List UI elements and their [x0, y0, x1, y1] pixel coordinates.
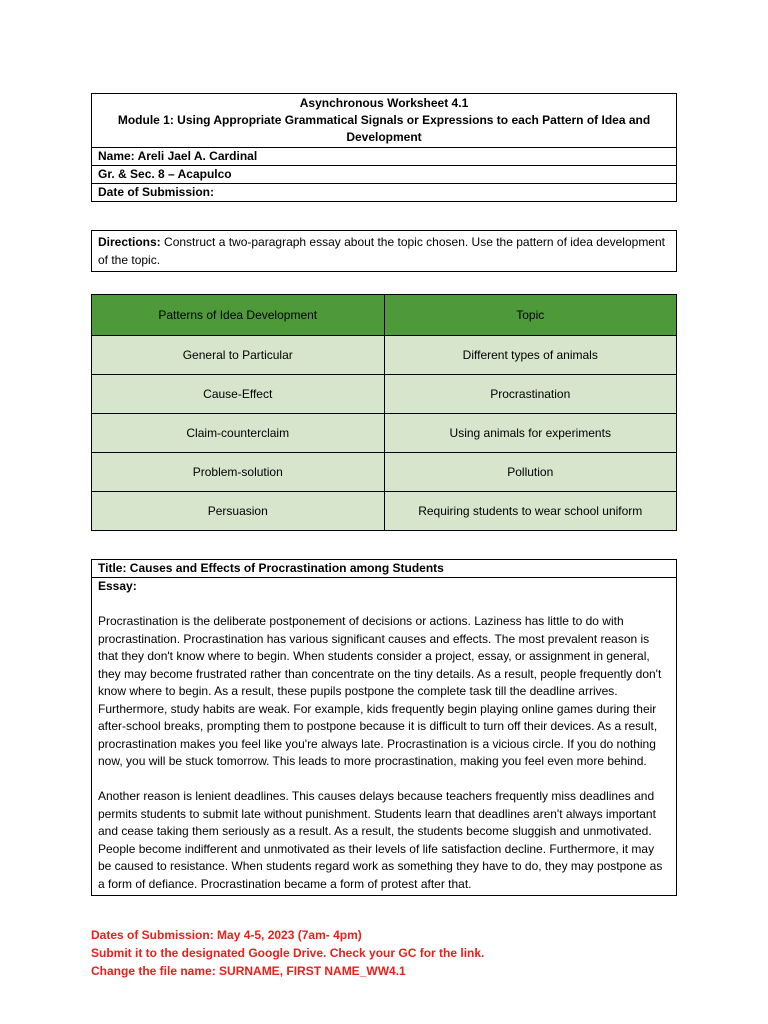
spacer: [98, 771, 670, 789]
table-row: [92, 453, 677, 492]
column-header-patterns: Patterns of Idea Development: [92, 295, 385, 336]
pattern-cell: Claim-counterclaim: [92, 414, 385, 453]
topic-cell: Procrastination: [384, 375, 677, 414]
submission-dates: Dates of Submission: May 4-5, 2023 (7am- 4pm): [91, 928, 362, 942]
essay-box: [91, 559, 677, 896]
essay-title: Title: Causes and Effects of Procrastination among Students: [92, 560, 676, 578]
essay-label: Essay:: [98, 579, 137, 593]
topic-cell: Pollution: [384, 453, 677, 492]
module-title: Module 1: Using Appropriate Grammatical Signals or Expressions to each Pattern of Idea and Development: [117, 113, 651, 144]
patterns-table: [91, 294, 677, 531]
student-name: Name: Areli Jael A. Cardinal: [92, 148, 677, 166]
patterns-header-row: [92, 295, 677, 336]
table-row: [92, 375, 677, 414]
submission-notes: [91, 926, 484, 980]
submission-instructions: Submit it to the designated Google Drive. Check your GC for the link.: [91, 946, 485, 960]
spacer: [98, 596, 670, 614]
topic-cell: Different types of animals: [384, 336, 677, 375]
essay-paragraph-1: Procrastination is the deliberate postponement of decisions or actions. Laziness has little to do with procrastination. Procrastination has various significant causes and effects. The most prevalent reason is that they don't know where to begin. When students consider a project, essay, or assignment in general, they may become frustrated rather than concentrate on the tiny details. As a result, people frequently don't know where to begin. As a result, these pupils postpone the complete task till the deadline arrives. Furthermore, study habits are weak. For example, kids frequently begin playing online games during their after-school breaks, prompting them to postpone because it is difficult to turn off their devices. As a result, procrastination makes you feel like you're always late. Procrastination is a vicious circle. If you do nothing now, you will be stuck tomorrow. This leads to more procrastination, making you feel even more behind.: [98, 614, 662, 768]
pattern-cell: Problem-solution: [92, 453, 385, 492]
grade-section: Gr. & Sec. 8 – Acapulco: [92, 166, 677, 184]
table-row: [92, 336, 677, 375]
topic-cell: Using animals for experiments: [384, 414, 677, 453]
table-row: [92, 414, 677, 453]
patterns-table-container: [91, 294, 677, 531]
worksheet-title-cell: [92, 94, 677, 148]
essay-body: [92, 578, 676, 895]
directions-text: Construct a two-paragraph essay about the topic chosen. Use the pattern of idea development of the topic.: [98, 235, 665, 267]
table-row: [92, 492, 677, 531]
directions-label: Directions:: [98, 235, 161, 249]
essay-paragraph-2: Another reason is lenient deadlines. This causes delays because teachers frequently miss deadlines and permits students to submit late without punishment. Students learn that deadlines aren't always important and cease taking them seriously as a result. As a result, the students become sluggish and unmotivated. People become indifferent and unmotivated as their levels of life satisfaction decline. Furthermore, it may be caused to resistance. When students regard work as something they have to do, they may postpone as a form of defiance. Procrastination became a form of protest after that.: [98, 789, 663, 891]
directions-box: [91, 230, 677, 272]
worksheet-header: [91, 93, 677, 202]
file-name-instructions: Change the file name: SURNAME, FIRST NAME_WW4.1: [91, 964, 406, 978]
header-table: [91, 93, 677, 202]
worksheet-title: Asynchronous Worksheet 4.1: [299, 96, 469, 110]
date-of-submission: Date of Submission:: [92, 184, 677, 202]
column-header-topic: Topic: [384, 295, 677, 336]
pattern-cell: General to Particular: [92, 336, 385, 375]
pattern-cell: Cause-Effect: [92, 375, 385, 414]
topic-cell: Requiring students to wear school uniform: [384, 492, 677, 531]
pattern-cell: Persuasion: [92, 492, 385, 531]
